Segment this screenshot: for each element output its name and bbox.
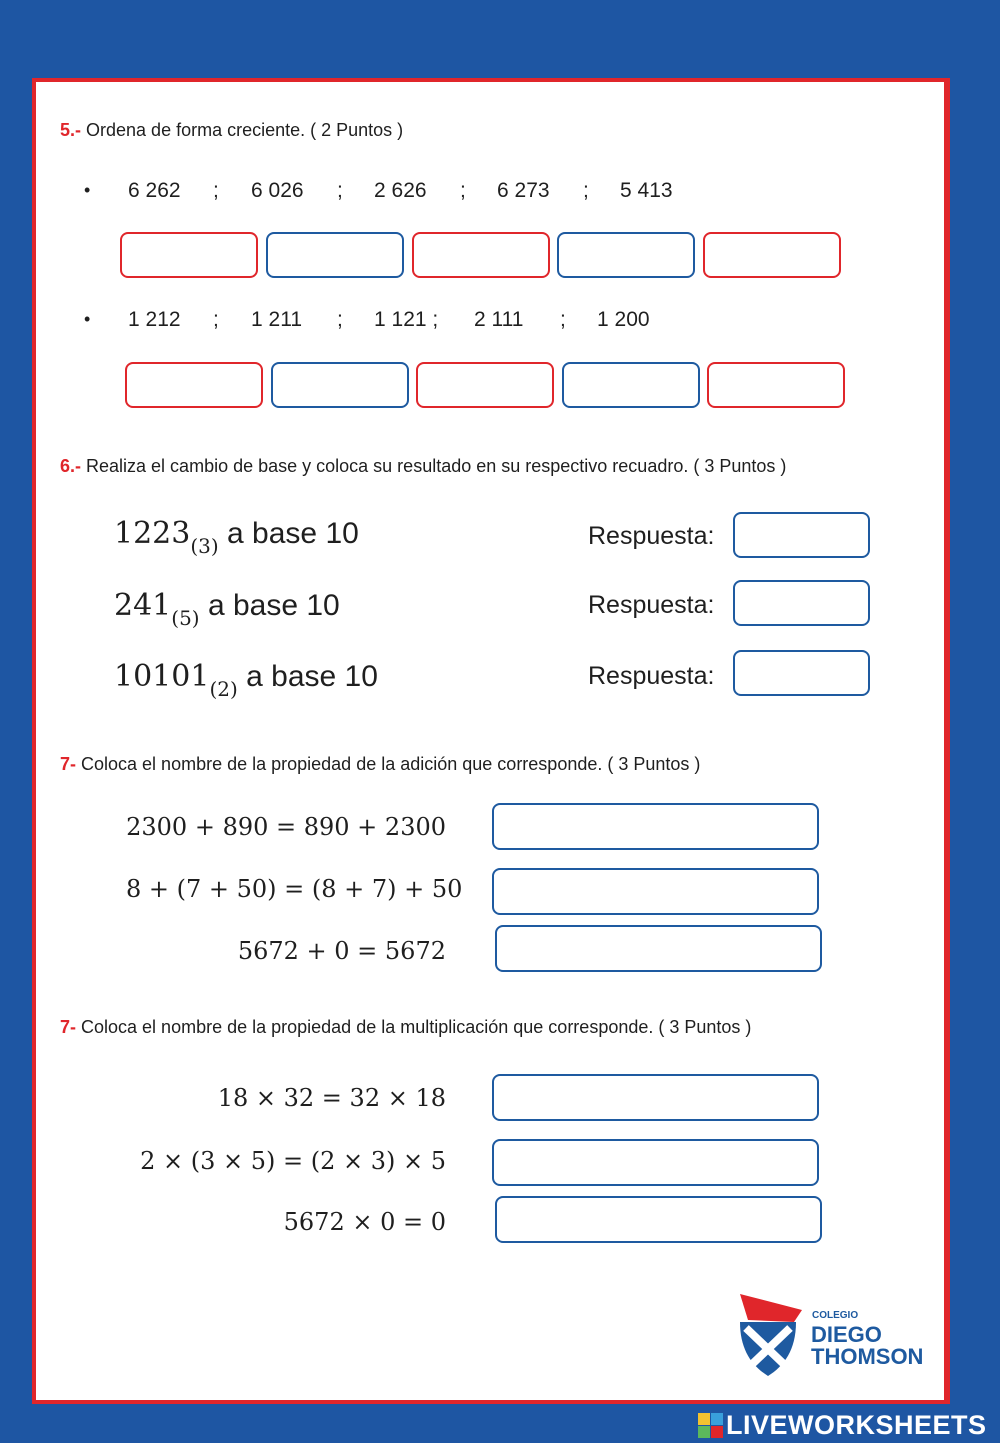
q5-r2-sep1: ;	[213, 308, 219, 331]
q5-r2-sep3: ;	[560, 308, 566, 331]
q7-addition-equation-1: 2300 + 890 = 890 + 2300	[126, 813, 446, 841]
q5-r2-n3: 1 121 ;	[374, 308, 439, 331]
q5-r2-answer-box-4[interactable]	[562, 362, 700, 408]
q7-multiplication-answer-box-2[interactable]	[492, 1139, 819, 1186]
q5-r1-answer-box-5[interactable]	[703, 232, 841, 278]
q6-answer-label-3: Respuesta:	[588, 662, 715, 690]
q5-r1-n5: 5 413	[620, 179, 673, 202]
q5-r1-sep3: ;	[460, 179, 466, 202]
q7-addition-answer-box-2[interactable]	[492, 868, 819, 915]
q5-r1-answer-box-3[interactable]	[412, 232, 550, 278]
q6-expression-2: $241_{(5)}$ a base 10	[114, 588, 340, 630]
q6-expression-1: $1223_{(3)}$ a base 10	[114, 516, 359, 558]
liveworksheets-brand: LIVEWORKSHEETS	[726, 1410, 987, 1440]
q5-r1-n3: 2 626	[374, 179, 427, 202]
logo-diego: DIEGO	[811, 1322, 882, 1347]
q5-r1-answer-box-1[interactable]	[120, 232, 258, 278]
q5-r2-answer-box-1[interactable]	[125, 362, 263, 408]
q7-addition-answer-box-3[interactable]	[495, 925, 822, 972]
q5-r1-sep4: ;	[583, 179, 589, 202]
q5-r2-answer-box-2[interactable]	[271, 362, 409, 408]
q5-r2-sep2: ;	[337, 308, 343, 331]
q6-expression-3: $10101_{(2)}$ a base 10	[114, 659, 378, 701]
q5-r1-sep2: ;	[337, 179, 343, 202]
q5-r1-answer-box-2[interactable]	[266, 232, 404, 278]
q6-answer-box-1[interactable]	[733, 512, 870, 558]
q6-answer-label-2: Respuesta:	[588, 591, 715, 619]
q5-r1-sep1: ;	[213, 179, 219, 202]
school-logo	[736, 1292, 936, 1378]
q7-addition-equation-2: 8 + (7 + 50) = (8 + 7) + 50	[126, 875, 463, 903]
q5-r2-n2: 1 211	[251, 308, 302, 331]
q5-bullet-1: •	[84, 180, 91, 200]
liveworksheets-icon	[698, 1413, 724, 1439]
logo-thomson: THOMSON	[811, 1344, 924, 1369]
q5-r2-answer-box-3[interactable]	[416, 362, 554, 408]
logo-colegio: COLEGIO	[812, 1310, 859, 1321]
q7-multiplication-answer-box-1[interactable]	[492, 1074, 819, 1121]
q7-multiplication-equation-2: 2 × (3 × 5) = (2 × 3) × 5	[140, 1147, 446, 1175]
q6-answer-box-3[interactable]	[733, 650, 870, 696]
q5-r2-n5: 1 200	[597, 308, 650, 331]
q7-multiplication-equation-3: 5672 × 0 = 0	[283, 1208, 446, 1236]
q7-addition-equation-3: 5672 + 0 = 5672	[237, 937, 446, 965]
q5-bullet-2: •	[84, 309, 91, 329]
q5-r2-answer-box-5[interactable]	[707, 362, 845, 408]
q7-multiplication-equation-1: 18 × 32 = 32 × 18	[217, 1084, 446, 1112]
q5-r2-n4: 2 111	[474, 308, 524, 331]
q7-multiplication-answer-box-3[interactable]	[495, 1196, 822, 1243]
q6-answer-label-1: Respuesta:	[588, 522, 715, 550]
q7-multiplication-title: 7- Coloca el nombre de la propiedad de la multiplicación que corresponde. ( 3 Puntos )	[60, 1017, 752, 1037]
q5-r2-n1: 1 212	[128, 308, 181, 331]
q5-r1-n4: 6 273	[497, 179, 550, 202]
q5-r1-n2: 6 026	[251, 179, 304, 202]
q7-addition-title: 7- Coloca el nombre de la propiedad de la adición que corresponde. ( 3 Puntos )	[60, 754, 701, 774]
q6-answer-box-2[interactable]	[733, 580, 870, 626]
q6-title: 6.- Realiza el cambio de base y coloca su resultado en su respectivo recuadro. ( 3 Puntos )	[60, 456, 787, 476]
q5-r1-answer-box-4[interactable]	[557, 232, 695, 278]
q7-addition-answer-box-1[interactable]	[492, 803, 819, 850]
q5-r1-n1: 6 262	[128, 179, 181, 202]
q5-title: 5.- Ordena de forma creciente. ( 2 Puntos )	[60, 120, 404, 140]
school-shield-icon	[736, 1292, 806, 1378]
